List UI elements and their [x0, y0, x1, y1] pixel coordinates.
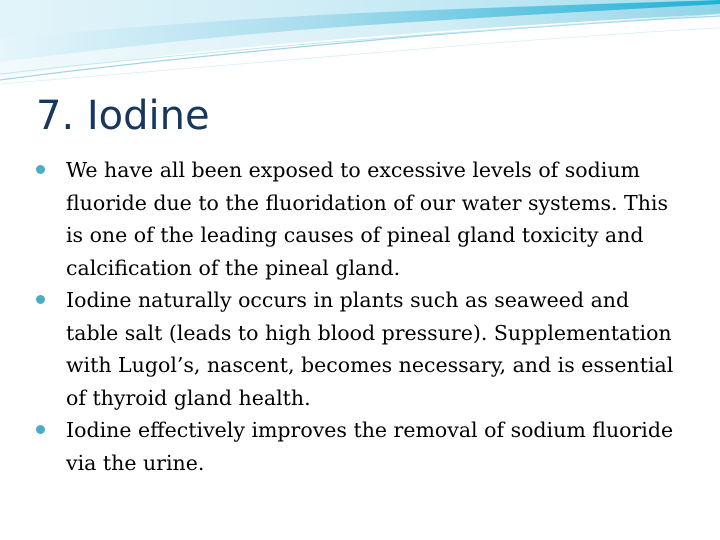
list-item [36, 284, 686, 414]
bullet-text: We have all been exposed to excessive levels of sodium fluoride due to the fluoridation of our water systems. This is one of the leading causes of pineal gland toxicity and calcification of the pineal gland. [66, 158, 668, 280]
bullet-dot-icon [36, 295, 45, 304]
bullet-list [36, 154, 686, 479]
bullet-dot-icon [36, 165, 45, 174]
header-wave-decoration [0, 0, 720, 90]
bullet-text: Iodine effectively improves the removal of sodium fluoride via the urine. [66, 418, 674, 475]
list-item [36, 414, 686, 479]
bullet-text: Iodine naturally occurs in plants such as seaweed and table salt (leads to high blood pressure). Supplementation with Lugol’s, nascent, becomes necessary, and is essential of thyroid gland health. [66, 288, 674, 410]
list-item [36, 154, 686, 284]
slide-title: 7. Iodine [36, 93, 210, 139]
bullet-dot-icon [36, 425, 45, 434]
